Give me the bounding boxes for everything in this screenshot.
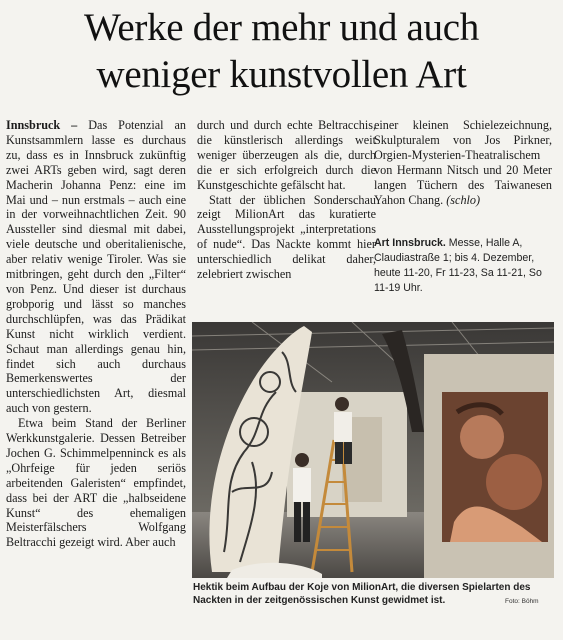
photo-illustration: [192, 322, 554, 578]
event-title: Art Innsbruck.: [374, 237, 446, 249]
article-photo: [192, 322, 554, 578]
paragraph: durch und durch echte Beltracchis, die künstlerisch allerdings weit weniger überzeugen als die, durch die er sich erfolgreich durch die Kunstgeschichte gefälscht hat.: [197, 118, 376, 192]
photo-credit: Foto: Böhm: [505, 598, 539, 605]
event-details: Messe, Halle A, Claudiastraße 1; bis 4. Dezember, heute 11-20, Fr 11-23, Sa 11-21, So 11-19 Uhr.: [374, 237, 542, 294]
event-info-box: [374, 236, 554, 296]
article-column-3: [374, 118, 552, 207]
paragraph-text: Das Potenzial an Kunstsammlern lasse es durchaus zu, dass es in Innsbruck zukünftig zwei ARTs geben wird, sagt deren Macherin Johanna Penz: eine im Mai und – nun erstmals – auch eine in der vorweihnachtlichen Zeit. 90 Aussteller sind diesmal mit dabei, viele deutsche und oberitalienische, aber relativ wenige Tiroler. Was sie mitbringen, geht durch den „Filter“ von Penz. Und dieser ist durchaus grobporig und lässt so manches durchschlüpfen, was das Prädikat Kunst nicht wirklich verdient. Schaut man allerdings genau hin, findet sich auch durchaus Bemerkenswertes der unterschiedlichsten Art, diesmal auch von gestern.: [6, 118, 187, 416]
headline: [0, 4, 563, 98]
paragraph: Etwa beim Stand der Berliner Werkkunstgalerie. Dessen Betreiber Jochen G. Schimmelpenninck es als „Ohrfeige für jeden seriös arbeitenden Galeristen“ empfindet, dass bei der ART die „halbseidene Kunst“ des ehemaligen Meisterfälschers Wolfgang Beltracchi gezeigt wird. Aber auch: [6, 416, 186, 550]
paragraph: Statt der üblichen Sonderschau zeigt MilionArt das kuratierte Ausstellungsprojekt „interpretations of nude“. Das Nackte kommt hier unterschiedlich delikat daher, zelebriert zwischen: [197, 192, 376, 282]
paragraph-text: einer kleinen Schielezeichnung, Skulpturalem von Jos Pirkner, Orgien-Mysterien-Theatralischem von Hermann Nitsch und 20 Meter langen Tüchern des Taiwanesen Yahon Chang.: [374, 118, 552, 207]
article-column-2: [197, 118, 376, 282]
dateline: Innsbruck –: [6, 118, 78, 132]
paragraph: [374, 118, 552, 207]
article-column-1: [6, 118, 186, 550]
paragraph: [6, 118, 186, 416]
author-initials: (schlo): [446, 192, 481, 207]
photo-caption: Hektik beim Aufbau der Koje von MilionArt, die diversen Spielarten des Nackten in der zeitgenössischen Kunst gewidmet ist.: [193, 582, 531, 606]
headline-line-2: weniger kunstvollen Art: [96, 53, 467, 96]
headline-line-1: Werke der mehr und auch: [84, 6, 479, 49]
